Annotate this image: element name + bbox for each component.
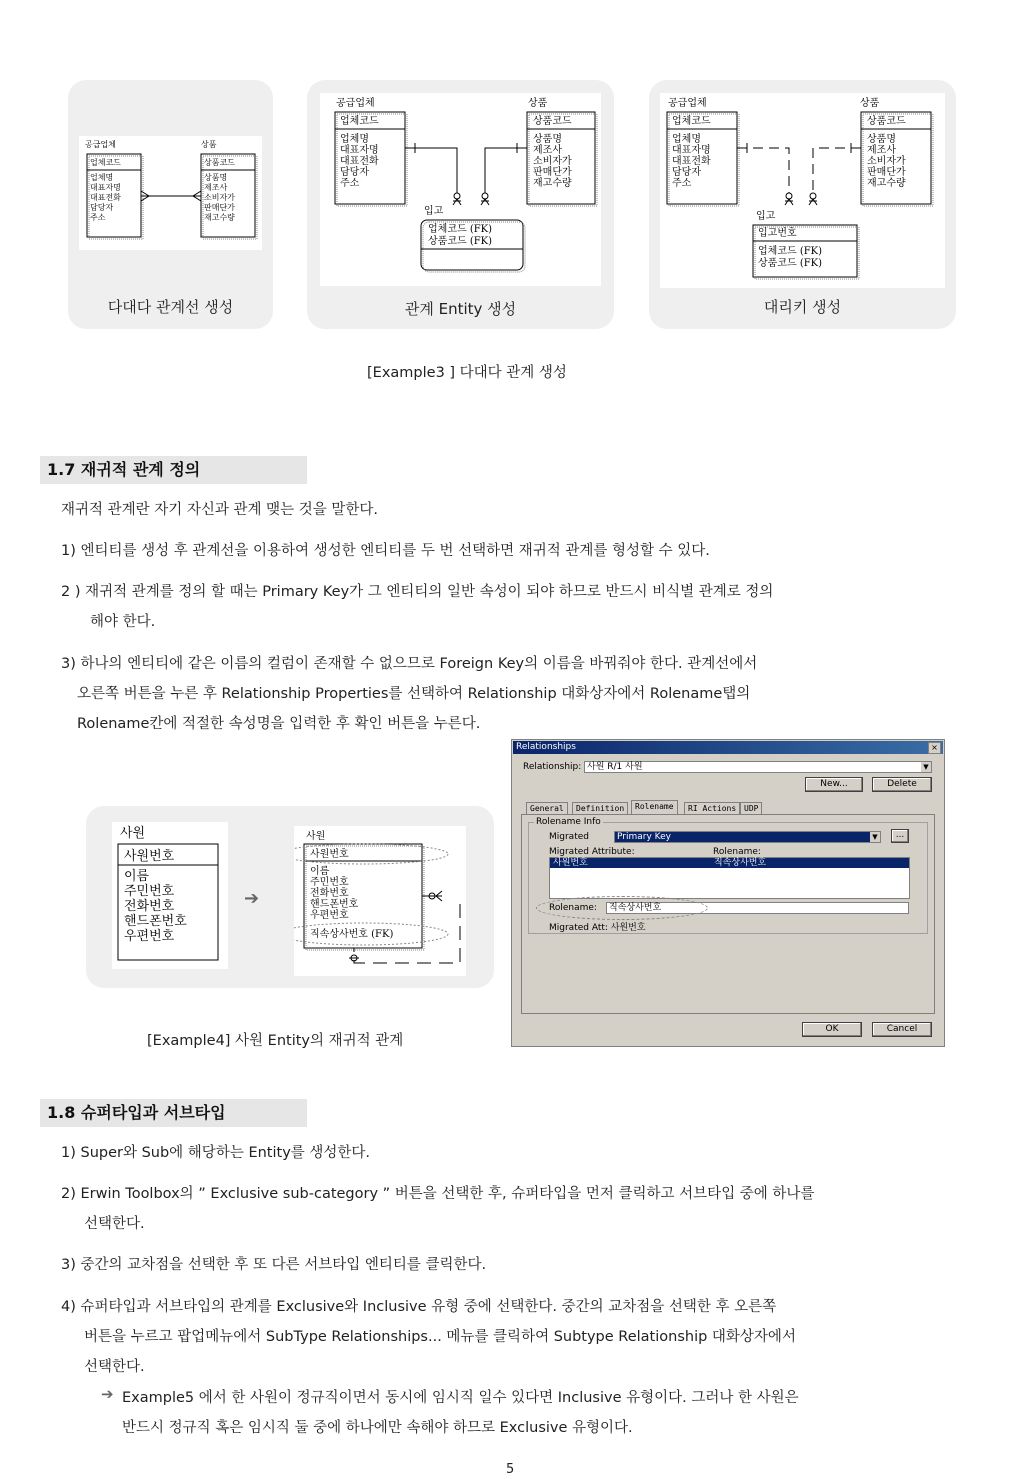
entity-attr: 판매단가 <box>204 203 235 212</box>
section-title-1-8: 1.8 슈퍼타입과 서브타입 <box>40 1099 307 1127</box>
erd-diagram <box>79 136 262 250</box>
entity-name-supplier: 공급업체 <box>668 98 707 109</box>
tab-definition[interactable]: Definition <box>572 802 628 815</box>
entity-attr: 담당자 <box>340 167 369 178</box>
entity-name-employee: 사원 <box>306 831 326 842</box>
entity-key: 입고번호 <box>758 228 797 239</box>
entity-name-receipt: 입고 <box>424 206 444 217</box>
relationship-select[interactable] <box>584 761 932 773</box>
arrow-icon: ➔ <box>244 888 260 909</box>
entity-attr: 주소 <box>672 178 692 189</box>
entity-attr: 상품코드 (FK) <box>758 258 823 269</box>
entity-attr: 우편번호 <box>310 910 349 921</box>
migrated-attribute-header: Migrated Attribute: <box>549 847 635 857</box>
chevron-down-icon[interactable]: ▼ <box>870 832 880 842</box>
entity-attr: 소비자가 <box>533 156 572 167</box>
entity-key: 업체코드 <box>672 116 711 127</box>
entity-attr: 업체코드 (FK) <box>758 246 823 257</box>
entity-name-employee: 사원 <box>120 826 146 841</box>
list-cell-role: 직속상사번호 <box>714 858 767 868</box>
rolename-list[interactable] <box>549 857 910 899</box>
close-icon[interactable]: × <box>928 742 941 754</box>
tab-ri-actions[interactable]: RI Actions <box>684 802 740 815</box>
erd-image-employee-after <box>294 826 466 976</box>
entity-attr: 재고수량 <box>533 178 572 189</box>
migrated-label: Migrated <box>549 832 589 842</box>
relationships-dialog <box>511 739 945 1047</box>
entity-attr: 대표자명 <box>340 145 379 156</box>
rolename-highlight <box>536 896 708 920</box>
section17-item1: 1) 엔티티를 생성 후 관계선을 이용하여 생성한 엔티티를 두 번 선택하면 재귀적 관계를 형성할 수 있다. <box>61 543 710 559</box>
entity-attr: 담당자 <box>90 203 114 212</box>
section17-item2-line2: 해야 한다. <box>90 614 156 630</box>
section18-item4-line1: 4) 슈퍼타입과 서브타입의 관계를 Exclusive와 Inclusive 유형 중에 선택한다. 중간의 교차점을 선택한 후 오른쪽 <box>61 1299 777 1315</box>
entity-key: 상품코드 <box>204 158 235 167</box>
entity-attr-fk: 직속상사번호 (FK) <box>310 929 394 940</box>
erd-diagram <box>112 822 228 969</box>
entity-attr: 전화번호 <box>310 888 349 899</box>
panel-label: 대리키 생성 <box>763 298 842 316</box>
rolename-list-row[interactable] <box>550 858 909 868</box>
entity-attr: 주소 <box>340 178 360 189</box>
example3-panel-1 <box>68 80 273 329</box>
entity-attr: 이름 <box>310 866 330 877</box>
entity-attr: 주민번호 <box>310 877 349 888</box>
relationship-select-value: 사원 R/1 사원 <box>587 762 643 772</box>
migrated-select[interactable] <box>614 831 881 843</box>
entity-attr: 이름 <box>124 869 150 884</box>
entity-attr: 우편번호 <box>124 929 175 944</box>
entity-attr: 제조사 <box>867 145 896 156</box>
migrated-att-text: Migrated Att: 사원번호 <box>549 923 646 933</box>
entity-attr: 업체명 <box>340 134 369 145</box>
section17-item3-line1: 3) 하나의 엔티티에 같은 이름의 컬럼이 존재할 수 없으므로 Foreign Key의 이름을 바꿔줘야 한다. 관계선에서 <box>61 656 758 672</box>
section17-item2-line1: 2 ) 재귀적 관계를 정의 할 때는 Primary Key가 그 엔티티의 일반 속성이 되야 하므로 반드시 비식별 관계로 정의 <box>61 584 774 600</box>
entity-attr: 대표자명 <box>90 183 121 192</box>
erd-image-many-to-many <box>79 136 262 250</box>
relationship-label: Relationship: <box>523 762 582 772</box>
erd-image-employee-before <box>112 822 228 969</box>
entity-attr: 주소 <box>90 213 106 222</box>
page-number: 5 <box>506 1462 515 1477</box>
browse-button[interactable]: ... <box>891 829 909 843</box>
rolename-field-label: Rolename: <box>549 903 597 913</box>
erd-image-relation-entity <box>320 93 601 286</box>
rolename-group-title: Rolename Info <box>536 817 601 827</box>
section18-item2-line1: 2) Erwin Toolbox의 ” Exclusive sub-category ” 버튼을 선택한 후, 슈퍼타입을 먼저 클릭하고 서브타입 중에 하나를 <box>61 1186 815 1202</box>
entity-attr: 주민번호 <box>124 884 175 899</box>
entity-name-receipt: 입고 <box>756 211 776 222</box>
ok-button[interactable]: OK <box>802 1022 862 1037</box>
erd-diagram <box>320 93 601 286</box>
erd-diagram <box>660 93 945 288</box>
rolename-header: Rolename: <box>713 847 761 857</box>
entity-attr: 판매단가 <box>867 167 906 178</box>
entity-key: 업체코드 (FK) <box>428 224 493 235</box>
panel-label: 다대다 관계선 생성 <box>107 298 234 316</box>
example4-panel <box>86 806 494 988</box>
section-title-1-7: 1.7 재귀적 관계 정의 <box>40 456 307 484</box>
section17-item3-line3: Rolename칸에 적절한 속성명을 입력한 후 확인 버튼을 누른다. <box>77 716 481 732</box>
tab-general[interactable]: General <box>526 802 568 815</box>
entity-name-product: 상품 <box>201 140 217 149</box>
section18-item3: 3) 중간의 교차점을 선택한 후 또 다른 서브타입 엔티티를 클릭한다. <box>61 1257 487 1273</box>
example3-caption: [Example3 ] 다대다 관계 생성 <box>367 365 567 381</box>
entity-attr: 대표자명 <box>672 145 711 156</box>
entity-attr: 재고수량 <box>204 213 235 222</box>
section18-note-line2: 반드시 정규직 혹은 임시직 둘 중에 하나에만 속해야 하므로 Exclusive 유형이다. <box>122 1420 633 1436</box>
entity-attr: 상품명 <box>533 134 562 145</box>
section18-note-line1: Example5 에서 한 사원이 정규직이면서 동시에 임시직 일수 있다면 Inclusive 유형이다. 그러나 한 사원은 <box>122 1390 799 1406</box>
erd-image-surrogate-key <box>660 93 945 288</box>
section18-item4-line3: 선택한다. <box>84 1359 145 1375</box>
entity-attr: 제조사 <box>204 183 228 192</box>
migrated-select-value: Primary Key <box>617 832 671 842</box>
chevron-down-icon[interactable]: ▼ <box>921 762 931 772</box>
dialog-titlebar <box>513 741 943 754</box>
entity-attr: 업체명 <box>90 173 114 182</box>
section17-item3-line2: 오른쪽 버튼을 누른 후 Relationship Properties를 선택하여 Relationship 대화상자에서 Rolename탭의 <box>77 686 751 702</box>
entity-attr: 업체명 <box>672 134 701 145</box>
entity-attr: 핸드폰번호 <box>310 899 359 910</box>
entity-key: 사원번호 <box>310 849 349 860</box>
erd-diagram <box>294 826 466 976</box>
entity-key: 업체코드 <box>90 158 121 167</box>
section18-item4-line2: 버튼을 누르고 팝업메뉴에서 SubType Relationships... 메뉴를 클릭하여 Subtype Relationship 대화상자에서 <box>84 1329 796 1345</box>
new-button[interactable]: New... <box>805 777 863 792</box>
entity-attr: 대표전화 <box>90 193 121 202</box>
entity-attr: 전화번호 <box>124 899 175 914</box>
entity-key: 사원번호 <box>124 849 175 864</box>
section17-intro: 재귀적 관계란 자기 자신과 관계 맺는 것을 말한다. <box>61 502 379 518</box>
entity-attr: 제조사 <box>533 145 562 156</box>
dialog-title: Relationships <box>516 742 576 752</box>
example3-panel-3 <box>649 80 956 329</box>
entity-attr: 소비자가 <box>204 193 235 202</box>
entity-attr: 핸드폰번호 <box>124 914 187 929</box>
panel-label: 관계 Entity 생성 <box>404 300 517 318</box>
entity-attr: 담당자 <box>672 167 701 178</box>
tab-udp[interactable]: UDP <box>740 802 762 815</box>
entity-attr: 소비자가 <box>867 156 906 167</box>
entity-name-product: 상품 <box>528 98 548 109</box>
tab-rolename[interactable]: Rolename <box>631 800 678 815</box>
arrow-icon: ➔ <box>101 1385 114 1403</box>
entity-name-product: 상품 <box>860 98 880 109</box>
entity-key: 상품코드 <box>867 116 906 127</box>
list-cell-attr: 사원번호 <box>553 858 588 868</box>
example3-panel-2 <box>307 80 614 329</box>
rolename-input[interactable]: 직속상사번호 <box>606 902 909 914</box>
entity-attr: 상품명 <box>867 134 896 145</box>
entity-key: 업체코드 <box>340 116 379 127</box>
entity-attr: 상품명 <box>204 173 228 182</box>
entity-name-supplier: 공급업체 <box>336 98 375 109</box>
entity-attr: 판매단가 <box>533 167 572 178</box>
cancel-button[interactable]: Cancel <box>872 1022 932 1037</box>
entity-key: 상품코드 (FK) <box>428 236 493 247</box>
entity-key: 상품코드 <box>533 116 572 127</box>
delete-button[interactable]: Delete <box>872 777 932 792</box>
section18-item2-line2: 선택한다. <box>84 1216 145 1232</box>
example4-caption: [Example4] 사원 Entity의 재귀적 관계 <box>147 1033 404 1049</box>
entity-name-supplier: 공급업체 <box>85 140 116 149</box>
entity-attr: 대표전화 <box>340 156 379 167</box>
entity-attr: 재고수량 <box>867 178 906 189</box>
section18-item1: 1) Super와 Sub에 해당하는 Entity를 생성한다. <box>61 1145 371 1161</box>
entity-attr: 대표전화 <box>672 156 711 167</box>
